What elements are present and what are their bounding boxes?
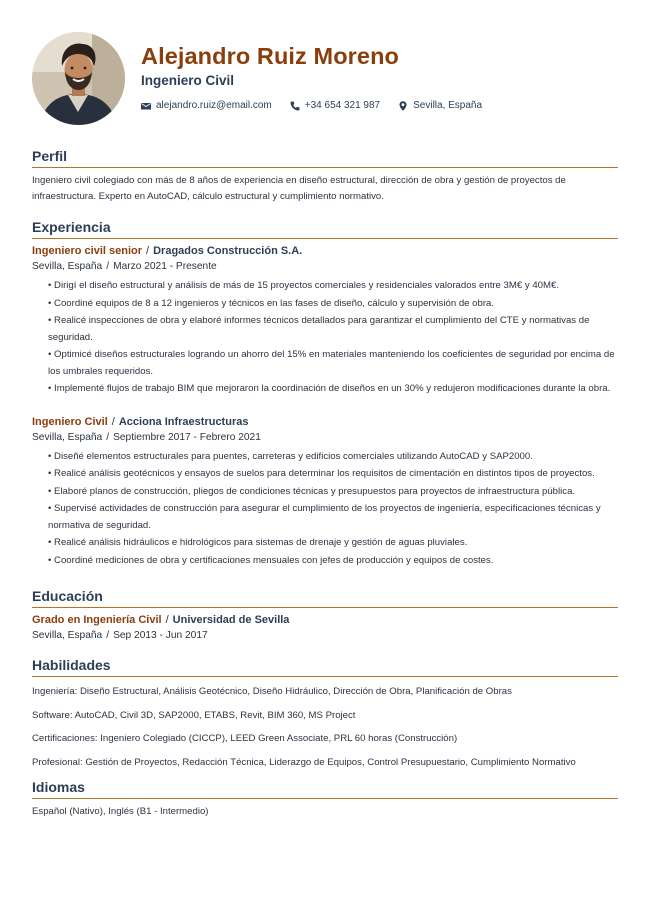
bullet-text: Diseñé elementos estructurales para puentes, carreteras y edificios comerciales utilizando AutoCAD y SAP2000.	[54, 450, 533, 462]
bullet-text: Implementé flujos de trabajo BIM que mejoraron la coordinación de diseños en un 30% y redujeron modificaciones durante la obra.	[54, 383, 611, 394]
job-role: Ingeniero civil senior	[32, 245, 143, 257]
section-heading-education: Educación	[32, 588, 618, 608]
contact-location	[398, 100, 482, 111]
job-header	[32, 244, 618, 259]
section-heading-skills: Habilidades	[32, 657, 618, 677]
bullet-dot: •	[48, 503, 52, 514]
bullet-text: Coordiné mediciones de obra y certificaciones mensuales con jefes de producción y equipos de costes.	[54, 554, 494, 566]
phone-icon	[290, 101, 300, 111]
languages-text: Español (Nativo), Inglés (B1 - Intermedio)	[32, 806, 209, 817]
job-bullets	[32, 449, 618, 570]
bullet-text: Realicé inspecciones de obra y elaboré informes técnicos detallados para garantizar el cumplimiento del CTE y normativas de seguridad.	[48, 315, 590, 343]
list-item	[32, 449, 618, 466]
job-dates: Septiembre 2017 - Febrero 2021	[113, 431, 261, 443]
bullet-dot: •	[48, 450, 52, 462]
phone-text: +34 654 321 987	[304, 100, 381, 111]
location-text: Sevilla, España	[413, 100, 483, 111]
bullet-dot: •	[48, 349, 52, 360]
education-dates: Sep 2013 - Jun 2017	[113, 630, 208, 641]
bullet-text: Supervisé actividades de construcción para asegurar el cumplimiento de los proyectos de ingeniería, especificaciones técnicas y normativa de seguridad.	[48, 503, 601, 531]
bullet-text: Realicé análisis hidráulicos e hidrológicos para sistemas de drenaje y gestión de aguas pluviales.	[54, 537, 468, 548]
location-pin-icon	[398, 101, 408, 111]
skill-line: Software: AutoCAD, Civil 3D, SAP2000, ETABS, Revit, BIM 360, MS Project	[32, 709, 356, 721]
job-meta	[32, 259, 618, 274]
bullet-text: Realicé análisis geotécnicos y ensayos de suelos para determinar los requisitos de cimentación en distintos tipos de proyectos.	[54, 468, 595, 479]
list-item	[32, 347, 618, 380]
list-item	[32, 501, 618, 534]
bullet-dot: •	[48, 554, 52, 566]
bullet-text: Dirigí el diseño estructural y análisis de más de 15 proyectos comerciales y residenciales valorados entre 3M€ y 40M€.	[54, 280, 560, 291]
job-company: Acciona Infraestructuras	[118, 415, 249, 428]
separator: /	[106, 261, 110, 272]
bullet-dot: •	[48, 280, 52, 291]
email-text: alejandro.ruiz@email.com	[156, 100, 272, 111]
bullet-text: Elaboré planos de construcción, pliegos de condiciones técnicas y presupuestos para proyectos de infraestructura pública.	[54, 485, 576, 497]
job-header	[32, 415, 618, 430]
separator: /	[165, 614, 169, 626]
contact-row	[141, 100, 500, 111]
degree: Grado en Ingeniería Civil	[32, 614, 162, 626]
education-header	[32, 613, 618, 628]
section-heading-languages: Idiomas	[32, 779, 618, 799]
section-heading-profile: Perfil	[32, 148, 618, 168]
profile-section	[32, 148, 618, 205]
contact-email[interactable]	[141, 100, 272, 111]
candidate-title: Ingeniero Civil	[141, 73, 235, 88]
section-heading-experience: Experiencia	[32, 219, 618, 239]
list-item	[32, 296, 618, 313]
list-item	[32, 535, 618, 552]
job-company: Dragados Construcción S.A.	[153, 245, 303, 257]
bullet-dot: •	[48, 297, 52, 309]
bullet-dot: •	[48, 537, 52, 548]
bullet-dot: •	[48, 468, 52, 479]
separator: /	[111, 415, 115, 428]
bullet-text: Optimicé diseños estructurales logrando un ahorro del 15% en materiales manteniendo los coeficientes de seguridad por encima de los umbrales requeridos.	[48, 349, 615, 377]
contact-phone[interactable]	[290, 100, 380, 111]
job-meta	[32, 430, 618, 445]
list-item	[32, 278, 618, 295]
profile-summary: Ingeniero civil colegiado con más de 8 años de experiencia en diseño estructural, dirección de obra y gestión de proyectos de infraestructura. Experto en AutoCAD, cálculo estructural y cumplimiento normativo.	[32, 175, 566, 202]
list-item	[32, 466, 618, 483]
job-entry	[32, 415, 618, 570]
header-text	[141, 42, 500, 111]
list-item	[32, 313, 618, 346]
job-location: Sevilla, España	[32, 431, 103, 443]
separator: /	[146, 245, 150, 257]
skills-list	[32, 685, 618, 770]
skill-line: Profesional: Gestión de Proyectos, Redacción Técnica, Liderazgo de Equipos, Control Presupuestario, Cumplimiento Normativo	[32, 756, 576, 768]
school: Universidad de Sevilla	[172, 614, 290, 626]
resume-header	[32, 32, 618, 125]
profile-photo	[32, 32, 125, 125]
job-dates: Marzo 2021 - Presente	[113, 261, 217, 272]
skill-line: Certificaciones: Ingeniero Colegiado (CICCP), LEED Green Associate, PRL 60 horas (Construcción)	[32, 733, 458, 744]
education-entry	[32, 613, 618, 643]
bullet-text: Coordiné equipos de 8 a 12 ingenieros y técnicos en las fases de diseño, cálculo y supervisión de obra.	[54, 297, 495, 309]
envelope-icon	[141, 101, 151, 111]
skills-section	[32, 657, 618, 770]
bullet-dot: •	[48, 315, 52, 326]
bullet-dot: •	[48, 383, 52, 394]
candidate-name: Alejandro Ruiz Moreno	[141, 43, 399, 69]
list-item	[32, 381, 618, 398]
experience-section	[32, 219, 618, 569]
job-location: Sevilla, España	[32, 261, 103, 272]
education-location: Sevilla, España	[32, 630, 103, 641]
avatar	[32, 32, 125, 125]
languages-section	[32, 779, 618, 820]
education-section	[32, 588, 618, 643]
bullet-dot: •	[48, 485, 52, 497]
job-entry	[32, 244, 618, 398]
separator: /	[106, 431, 110, 443]
job-role: Ingeniero Civil	[32, 415, 108, 428]
skill-line: Ingeniería: Diseño Estructural, Análisis Geotécnico, Diseño Hidráulico, Dirección de Obra, Planificación de Obras	[32, 686, 512, 697]
job-bullets	[32, 278, 618, 398]
separator: /	[106, 630, 110, 641]
list-item	[32, 553, 618, 570]
list-item	[32, 484, 618, 501]
education-meta	[32, 628, 618, 643]
